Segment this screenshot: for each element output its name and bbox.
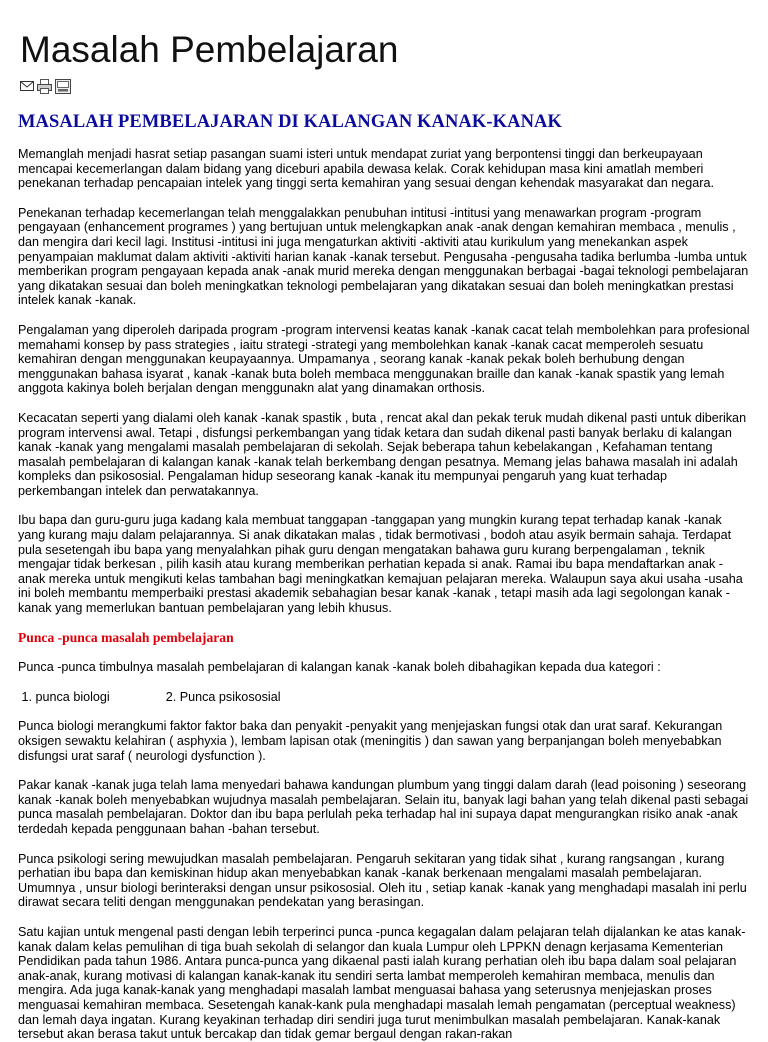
- pdf-icon[interactable]: [55, 79, 71, 94]
- article-heading: MASALAH PEMBELAJARAN DI KALANGAN KANAK-KANAK: [18, 112, 562, 132]
- paragraph: Satu kajian untuk mengenal pasti dengan lebih terperinci punca -punca kegagalan dalam pelajaran telah dijalankan ke atas kanak-kanak dalam kelas pemulihan di tiga buah sekolah di selangor dan kuala Lumpur oleh LPPKN denagn kerjasama Kementerian Pendidikan pada tahun 1986. Antara punca-punca yang dikaenal pasti ialah kurang perhatian oleh ibu bapa dalam soal pelajaran anak-anak, kurang motivasi di kalangan kanak-kanak itu sendiri serta lambat memperoleh kemahiran membaca, menulis dan mengira. Ada juga kanak-kanak yang menghadapi masalah lambat menguasai bahasa yang seterusnya menjejaskan proses menguasai kemahiran membaca. Sesetengah kanak-kank pula menghadapi masalah lemah pengamatan (perceptual weakness) dan lemah daya ingatan. Kurang keyakinan terhadap diri sendiri juga turut menimbulkan masalah pembelajaran. Kanak-kanak tersebut akan berasa takut untuk bercakap dan tidak gemar bergaul dengan rakan-rakan: [18, 924, 746, 1042]
- paragraph: Pengalaman yang diperoleh daripada program -program intervensi keatas kanak -kanak cacat telah membolehkan para profesional memahami konsep by pass strategies , iaitu strategi -strategi yang membolehkan kanak -kanak cacat memperoleh sesuatu kemahiran dengan menggunakan keupayaannya. Umpamanya , seorang kanak -kanak pekak boleh berhubung dengan menggunakan bahasa isyarat , kanak -kanak buta boleh membaca menggunakan braille dan kanak -kanak spastik yang lemah anggota kakinya boleh berjalan dengan menggunakn alat yang dinamakan orthosis.: [18, 322, 750, 396]
- action-icons: [20, 78, 750, 94]
- paragraph: Punca biologi merangkumi faktor faktor baka dan penyakit -penyakit yang menjejaskan fungsi otak dan urat saraf. Kekurangan oksigen sewaktu kelahiran ( asphyxia ), lembam lapisan otak (meningitis ) dan sawan yang berpanjangan boleh menyebabkan disfungsi urat saraf ( neurologi dysfunction ).: [18, 719, 723, 763]
- article-body: [18, 147, 750, 1042]
- section-heading: Punca -punca masalah pembelajaran: [18, 629, 234, 645]
- paragraph: Penekanan terhadap kecemerlangan telah menggalakkan penubuhan intitusi -intitusi yang menawarkan program -program pengayaan (enhancement programes ) yang bertujuan untuk melengkapkan anak -anak dengan kemahiran membaca , menulis , dan mengira dari kecil lagi. Institusi -intitusi ini juga mengaturkan aktiviti -aktiviti atau kurikulum yang menekankan aspek penyampaian maklumat dalam aktiviti -aktiviti harian kanak -kanak tersebut. Pengusaha -pengusaha tadika berlumba -lumba untuk memberikan program pengayaan kepada anak -anak murid mereka dengan menggunakan berbagai -bagai teknologi pembelajaran yang dikatakan sesuai dan boleh meningkatkan teknologi pembelajaran yang dikatakan sesuai dan boleh meningkatkan prestasi intelek kanak -kanak.: [18, 205, 749, 308]
- paragraph: Pakar kanak -kanak juga telah lama menyedari bahawa kandungan plumbum yang tinggi dalam darah (lead poisoning ) seseorang kanak -kanak boleh menyebabkan wujudnya masalah pembelajaran. Selain itu, banyak lagi bahan yang telah dikenal pasti sebagai punca masalah pembelajaran. Doktor dan ibu bapa perlulah peka terhadap hal ini supaya dapat mengurangkan risiko anak -anak terdedah kepada penggunaan bahan -bahan tersebut.: [18, 778, 749, 836]
- paragraph: Ibu bapa dan guru-guru juga kadang kala membuat tanggapan -tanggapan yang mungkin kurang tepat terhadap kanak -kanak yang kurang maju dalam pelajarannya. Si anak dikatakan malas , tidak bermotivasi , bodoh atau asyik bermain sahaja. Terdapat pula sesetengah ibu bapa yang menyalahkan pihak guru dengan mengatakan bahawa guru kurang berpengalaman , teknik mengajar tidak berkesan , pilih kasih atau kurang memberikan perhatian kepada si anak. Ramai ibu bapa mendaftarkan anak -anak mereka untuk mengikuti kelas tambahan bagi meningkatkan kemajuan pelajaran mereka. Walaupun saya akui usaha -usaha ini boleh membantu memperbaiki prestasi akademik sebahagian besar kanak -kanak , tetapi masih ada lagi segolongan kanak -kanak yang memerlukan bantuan pembelajaran yang lebih khusus.: [18, 513, 743, 616]
- category-list: 1. punca biologi 2. Punca psikososial: [18, 689, 281, 704]
- paragraph: Kecacatan seperti yang dialami oleh kanak -kanak spastik , buta , rencat akal dan pekak teruk mudah dikenal pasti untuk diberikan program intervensi awal. Tetapi , disfungsi perkembangan yang tidak ketara dan sudah dikenal pasti banyak berlaku di kalangan kanak -kanak yang mengalami masalah pembelajaran di sekolah. Sejak beberapa tahun kebelakangan , Kefahaman tentang masalah pembelajaran di kalangan kanak -kanak telah berkembang dengan pesatnya. Memang jelas bahawa masalah ini adalah kompleks dan psikososial. Pengalaman hidup seseorang kanak -kanak itu mempunyai pengaruh yang kuat terhadap perkembangan intelek dan perwatakannya.: [18, 410, 747, 498]
- paragraph: Punca psikologi sering mewujudkan masalah pembelajaran. Pengaruh sekitaran yang tidak sihat , kurang rangsangan , kurang perhatian ibu bapa dan kemiskinan hidup akan menyebabkan kanak -kanak berkenaan mengalami masalah pembelajaran. Umumnya , unsur biologi berinteraksi dengan unsur psikososial. Oleh itu , setiap kanak -kanak yang menghadapi masalah ini perlu dirawat secara teliti dengan menggunakan pendekatan yang berasingan.: [18, 851, 747, 910]
- paragraph: Punca -punca timbulnya masalah pembelajaran di kalangan kanak -kanak boleh dibahagikan kepada dua kategori :: [18, 660, 661, 675]
- print-icon[interactable]: [37, 79, 53, 94]
- paragraph: Memanglah menjadi hasrat setiap pasangan suami isteri untuk mendapat zuriat yang berpontensi tinggi dan berkeupayaan mencapai kecemerlangan dalam bidang yang diceburi apabila dewasa kelak. Corak kehidupan masa kini amatlah memberi penekanan terhadap pencapaian intelek yang tinggi serta kemahiran yang sesuai dengan kehendak masyarakat dan negara.: [18, 147, 714, 191]
- page-title: Masalah Pembelajaran: [20, 29, 399, 70]
- email-icon[interactable]: [20, 80, 35, 92]
